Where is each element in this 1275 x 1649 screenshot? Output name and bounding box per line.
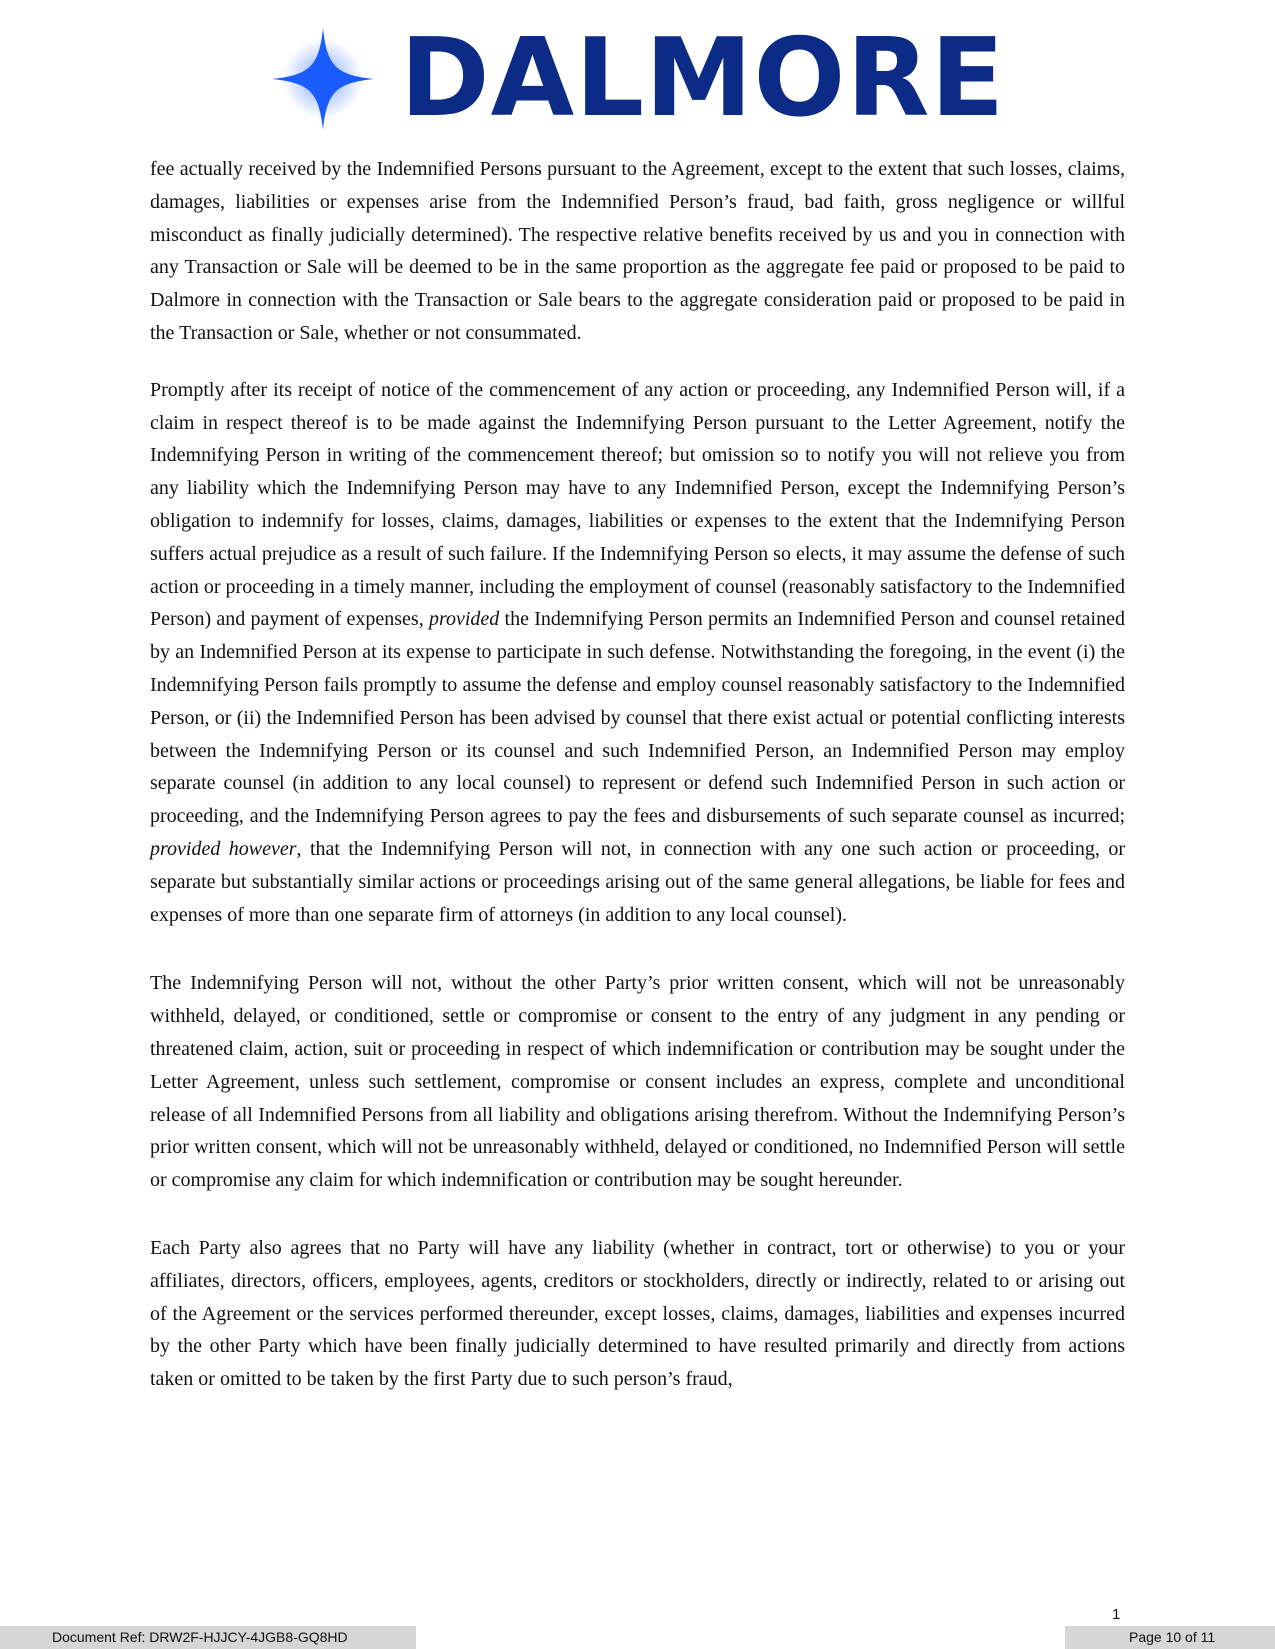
italic-provided: provided xyxy=(428,608,500,631)
paragraph-1: fee actually received by the Indemnified Persons pursuant to the Agreement, except to the extent that such losses, claims, damages, liabilities or expenses arise from the Indemnified Person’s fraud, bad faith, gross negligence or willful misconduct as finally judicially determined). The respective relative benefits received by us and you in connection with any Transaction or Sale will be deemed to be in the same proportion as the aggregate fee paid or proposed to be paid to Dalmore in connection with the Transaction or Sale bears to the aggregate consideration paid or proposed to be paid in the Transaction or Sale, whether or not consummated. xyxy=(150,158,1125,344)
document-body xyxy=(150,153,1125,1396)
paragraph-2 xyxy=(150,374,1125,932)
paragraph-2-part-a: Promptly after its receipt of notice of the commencement of any action or proceeding, any Indemnified Person will, if a claim in respect thereof is to be made against the Indemnifying Person pursuant to the Letter Agreement, notify the Indemnifying Person in writing of the commencement thereof; but omission so to notify you will not relieve you from any liability which the Indemnifying Person may have to any Indemnified Person, except the Indemnifying Person’s obligation to indemnify for losses, claims, damages, liabilities or expenses to the extent that the Indemnifying Person suffers actual prejudice as a result of such failure. If the Indemnifying Person so elects, it may assume the defense of such action or proceeding in a timely manner, including the employment of counsel (reasonably satisfactory to the Indemnified Person) and payment of expenses, xyxy=(150,378,1126,631)
italic-provided-however: provided however xyxy=(150,837,297,860)
document-ref-bar xyxy=(0,1626,416,1649)
paragraph-2-part-b: the Indemnifying Person permits an Indemnified Person and counsel retained by an Indemnified Person at its expense to participate in such defense. Notwithstanding the foregoing, in the event (i) the Indemnifying Person fails promptly to assume the defense and employ counsel reasonably satisfactory to the Indemnified Person, or (ii) the Indemnified Person has been advised by counsel that there exist actual or potential conflicting interests between the Indemnifying Person or its counsel and such Indemnified Person, an Indemnified Person may employ separate counsel (in addition to any local counsel) to represent or defend such Indemnified Person in such action or proceeding, and the Indemnifying Person agrees to pay the fees and disbursements of such separate counsel as incurred; xyxy=(150,608,1125,828)
page-count: Page 10 of 11 xyxy=(1129,1629,1216,1645)
page-count-bar xyxy=(1065,1626,1275,1649)
paragraph-3: The Indemnifying Person will not, without the other Party’s prior written consent, which will not be unreasonably withheld, delayed, or conditioned, settle or compromise or consent to the entry of any judgment in any pending or threatened claim, action, suit or proceeding in respect of which indemnification or contribution may be sought under the Letter Agreement, unless such settlement, compromise or consent includes an express, complete and unconditional release of all Indemnified Persons from all liability and obligations arising therefrom. Without the Indemnifying Person’s prior written consent, which will not be unreasonably withheld, delayed or conditioned, no Indemnified Person will settle or compromise any claim for which indemnification or contribution may be sought hereunder. xyxy=(150,972,1125,1192)
paragraph-4: Each Party also agrees that no Party will have any liability (whether in contract, tort or otherwise) to you or your affiliates, directors, officers, employees, agents, creditors or stockholders, directly or indirectly, related to or arising out of the Agreement or the services performed thereunder, except losses, claims, damages, liabilities and expenses incurred by the other Party which have been finally judicially determined to have resulted primarily and directly from actions taken or omitted to be taken by the first Party due to such person’s fraud, xyxy=(150,1236,1125,1391)
dalmore-logo xyxy=(270,16,1010,141)
four-point-star-icon xyxy=(270,26,376,132)
paragraph-2-part-c: , that the Indemnifying Person will not, in connection with any one such action or proceeding, or separate but substantially similar actions or proceedings arising out of the same general allegations, be liable for fees and expenses of more than one separate firm of attorneys (in addition to any local counsel). xyxy=(150,837,1125,926)
page-number: 1 xyxy=(1112,1606,1121,1623)
logo-wordmark: DALMORE xyxy=(400,16,1006,141)
document-ref: Document Ref: DRW2F-HJJCY-4JGB8-GQ8HD xyxy=(52,1629,348,1645)
